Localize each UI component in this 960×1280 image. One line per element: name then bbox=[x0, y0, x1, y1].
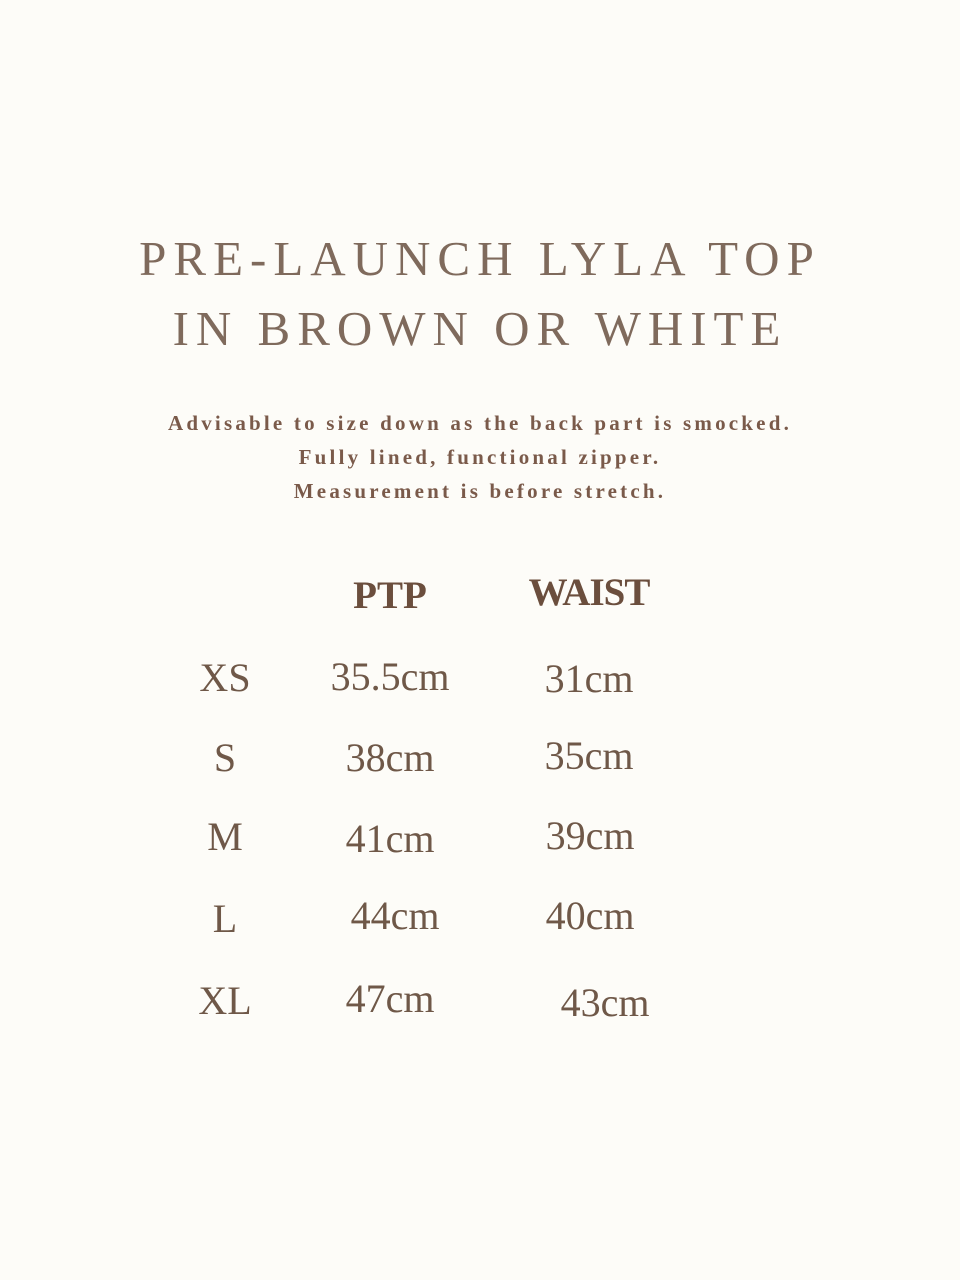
row-l-ptp: 44cm bbox=[350, 893, 440, 938]
row-s-waist: 35cm bbox=[544, 733, 634, 778]
row-xs-size: XS bbox=[199, 655, 251, 700]
row-m-size: M bbox=[207, 814, 243, 859]
row-s-size: S bbox=[213, 735, 237, 780]
row-xl-waist: 43cm bbox=[560, 980, 650, 1025]
column-header-ptp: PTP bbox=[353, 574, 427, 617]
row-l-size: L bbox=[212, 896, 238, 941]
row-xl-size: XL bbox=[198, 978, 252, 1023]
row-xl-ptp: 47cm bbox=[345, 976, 435, 1021]
note-line-2: Fully lined, functional zipper. bbox=[298, 445, 662, 469]
row-xs-ptp: 35.5cm bbox=[330, 654, 450, 699]
title-line-1: PRE-LAUNCH LYLA TOP bbox=[139, 231, 821, 286]
note-line-3: Measurement is before stretch. bbox=[293, 479, 667, 503]
title-line-2: IN BROWN OR WHITE bbox=[172, 301, 788, 356]
note-line-1: Advisable to size down as the back part is smocked. bbox=[167, 411, 793, 435]
column-header-waist: WAIST bbox=[528, 571, 650, 614]
row-s-ptp: 38cm bbox=[345, 735, 435, 780]
row-l-waist: 40cm bbox=[545, 893, 635, 938]
row-xs-waist: 31cm bbox=[544, 656, 634, 701]
row-m-ptp: 41cm bbox=[345, 816, 435, 861]
row-m-waist: 39cm bbox=[545, 813, 635, 858]
